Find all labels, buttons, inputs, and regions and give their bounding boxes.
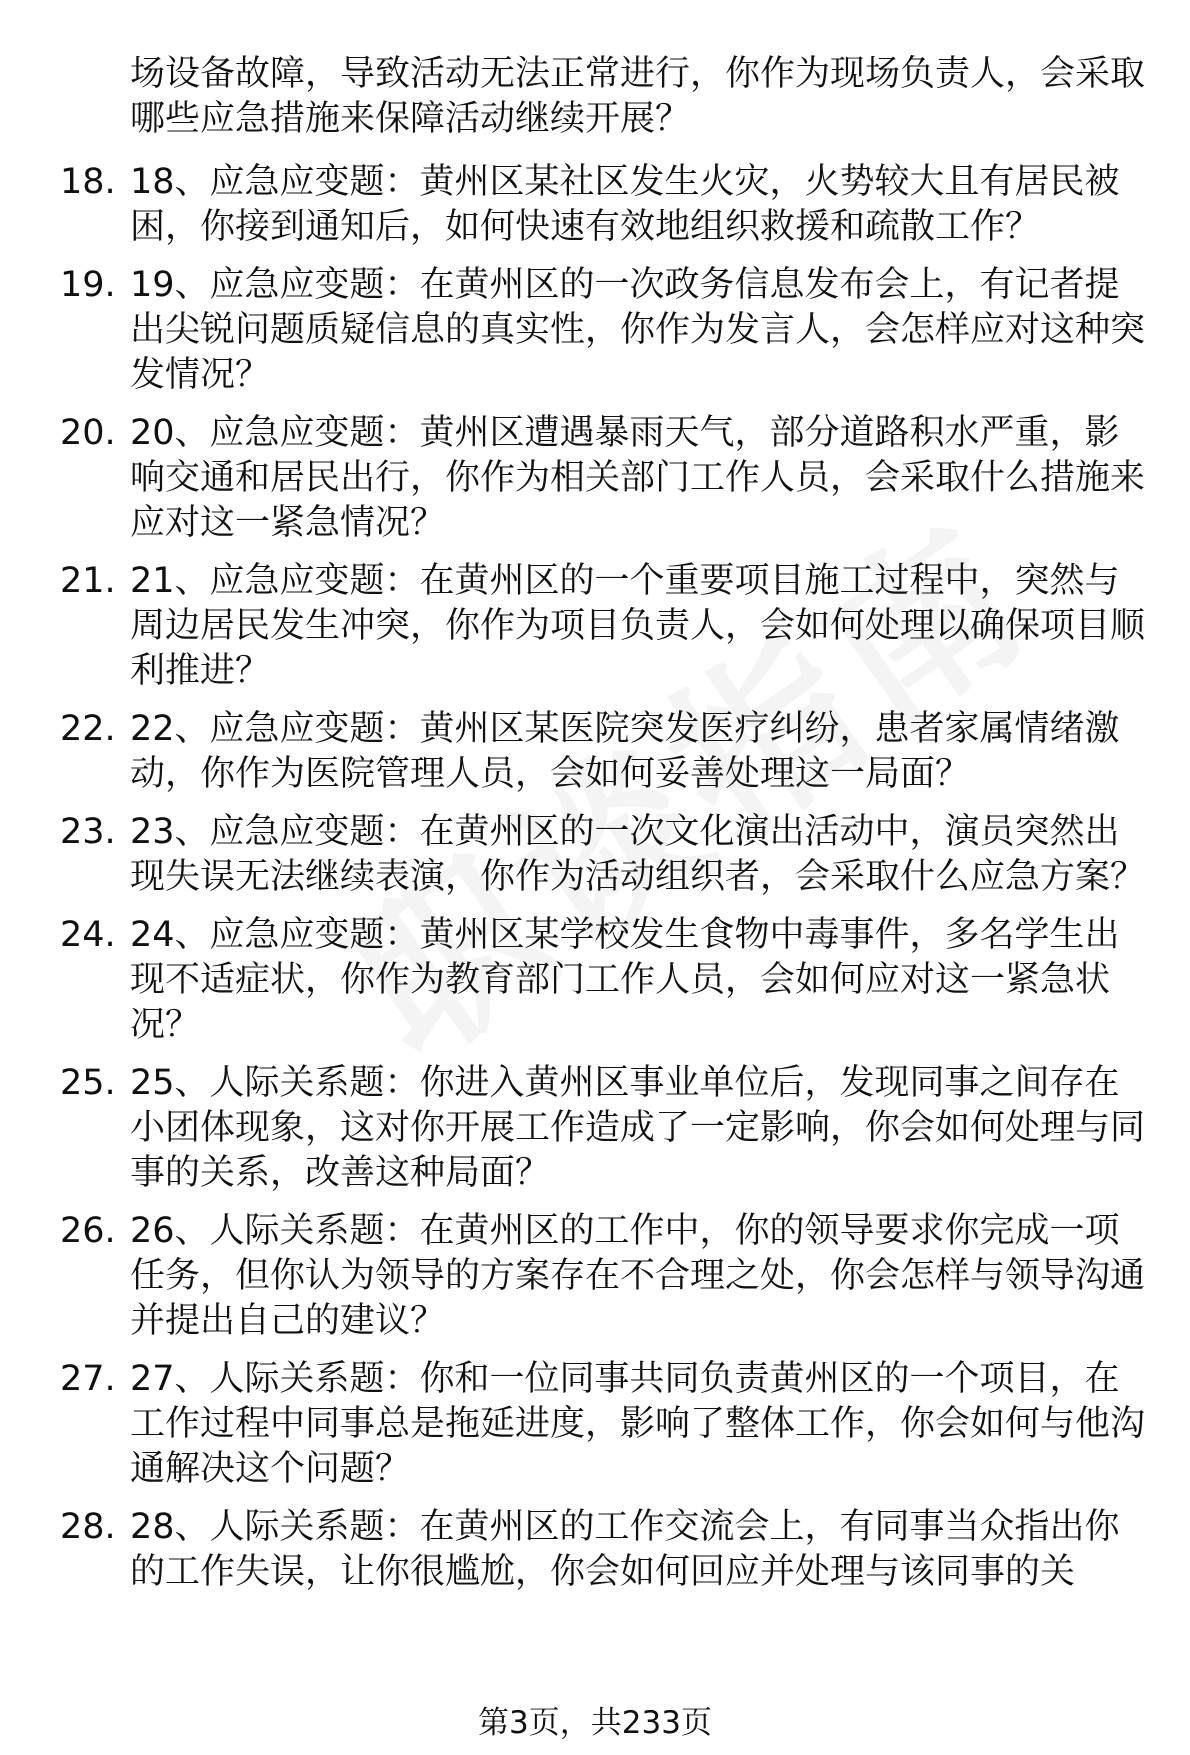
- question-number: 18.: [60, 162, 116, 202]
- list-item: [60, 1357, 1150, 1492]
- question-text: 23、应急应变题：在黄州区的一次文化演出活动中，演员突然出现失误无法继续表演，你作为活动组织者，会采取什么应急方案？: [130, 812, 1146, 897]
- list-item: [60, 810, 1150, 900]
- question-text: 18、应急应变题：黄州区某社区发生火灾，火势较大且有居民被困，你接到通知后，如何快速有效地组织救援和疏散工作？: [130, 162, 1120, 247]
- question-number: 28.: [60, 1507, 116, 1547]
- question-list: [60, 160, 1150, 1608]
- question-number: 20.: [60, 413, 116, 453]
- question-number: 27.: [60, 1359, 116, 1399]
- question-text: 28、人际关系题：在黄州区的工作交流会上，有同事当众指出你的工作失误，让你很尴尬，你会如何回应并处理与该同事的关: [130, 1507, 1120, 1592]
- question-text: 21、应急应变题：在黄州区的一个重要项目施工过程中，突然与周边居民发生冲突，你作为项目负责人，会如何处理以确保项目顺利推进？: [130, 561, 1146, 691]
- question-text: 22、应急应变题：黄州区某医院突发医疗纠纷，患者家属情绪激动，你作为医院管理人员，会如何妥善处理这一局面？: [130, 709, 1120, 794]
- question-number: 19.: [60, 265, 116, 305]
- list-item: [60, 1061, 1150, 1196]
- question-text: 26、人际关系题：在黄州区的工作中，你的领导要求你完成一项任务，但你认为领导的方案存在不合理之处，你会怎样与领导沟通并提出自己的建议？: [130, 1211, 1146, 1341]
- page-footer: 第3页，共233页: [478, 1705, 712, 1741]
- list-item: [60, 411, 1150, 546]
- question-text: 19、应急应变题：在黄州区的一次政务信息发布会上，有记者提出尖锐问题质疑信息的真实性，你作为发言人，会怎样应对这种突发情况？: [130, 265, 1146, 395]
- list-item: [60, 559, 1150, 694]
- continued-question-text: 场设备故障，导致活动无法正常进行，你作为现场负责人，会采取哪些应急措施来保障活动继续开展？: [130, 54, 1146, 139]
- list-item: [60, 160, 1150, 250]
- list-item: [60, 707, 1150, 797]
- question-number: 23.: [60, 812, 116, 852]
- question-number: 26.: [60, 1211, 116, 1251]
- question-number: 25.: [60, 1063, 116, 1103]
- question-number: 24.: [60, 915, 116, 955]
- question-text: 20、应急应变题：黄州区遭遇暴雨天气，部分道路积水严重，影响交通和居民出行，你作为相关部门工作人员，会采取什么措施来应对这一紧急情况？: [130, 413, 1146, 543]
- question-text: 25、人际关系题：你进入黄州区事业单位后，发现同事之间存在小团体现象，这对你开展工作造成了一定影响，你会如何处理与同事的关系，改善这种局面？: [130, 1063, 1146, 1193]
- question-number: 21.: [60, 561, 116, 601]
- list-item: [60, 1505, 1150, 1595]
- question-text: 24、应急应变题：黄州区某学校发生食物中毒事件，多名学生出现不适症状，你作为教育部门工作人员，会如何应对这一紧急状况？: [130, 915, 1120, 1045]
- list-item: [60, 263, 1150, 398]
- list-item: [60, 913, 1150, 1048]
- list-item: [60, 1209, 1150, 1344]
- question-number: 22.: [60, 709, 116, 749]
- question-text: 27、人际关系题：你和一位同事共同负责黄州区的一个项目，在工作过程中同事总是拖延进度，影响了整体工作，你会如何与他沟通解决这个问题？: [130, 1359, 1146, 1489]
